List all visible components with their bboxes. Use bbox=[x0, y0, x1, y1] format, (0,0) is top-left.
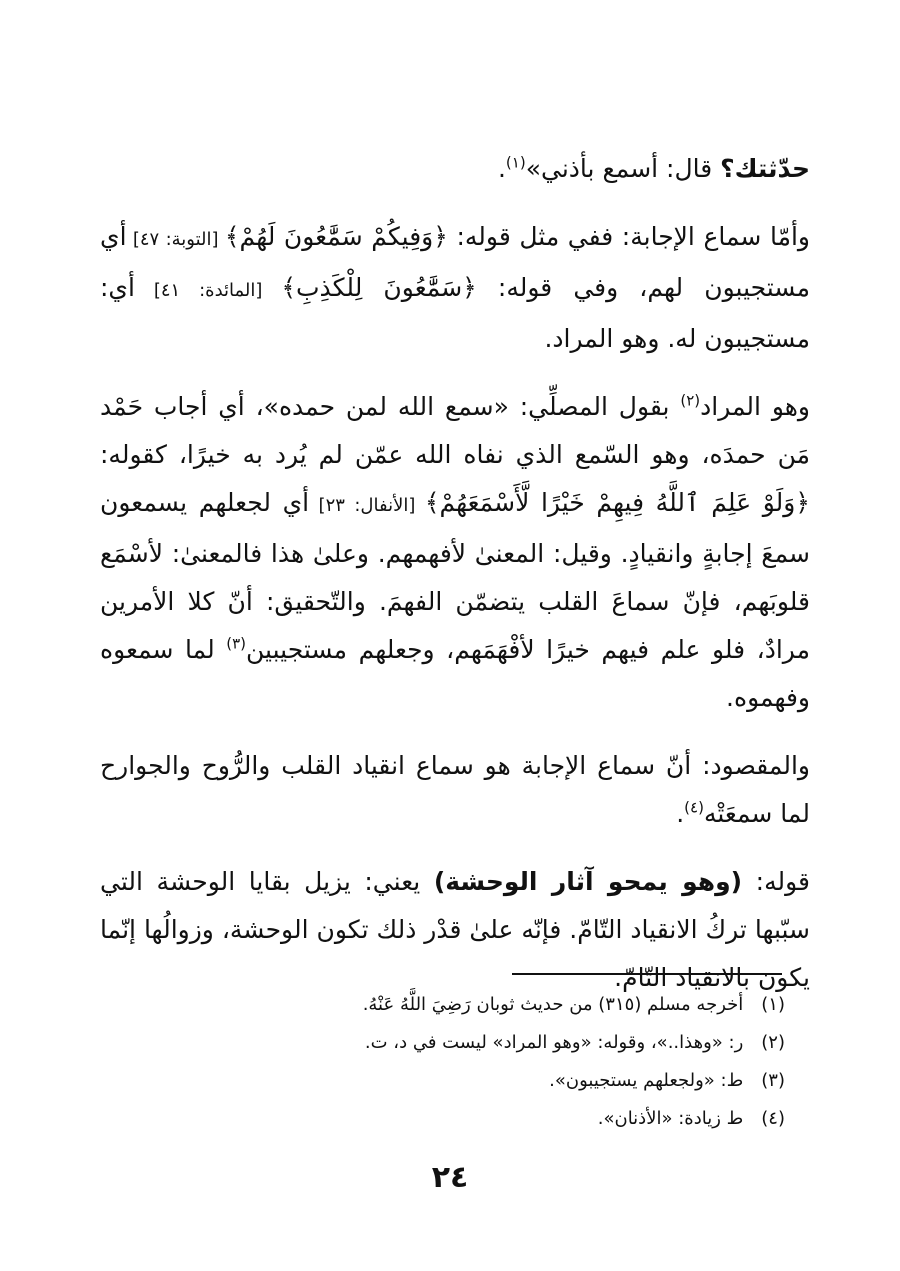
footnote-number: (٢) bbox=[761, 1032, 785, 1053]
text-run: وأمّا سماع الإجابة: ففي مثل قوله: bbox=[447, 222, 810, 251]
quran-verse: ﴿وَفِيكُمْ سَمَّٰعُونَ لَهُمْ﴾ bbox=[224, 222, 448, 251]
paragraph-5 bbox=[100, 858, 810, 1002]
bold-phrase: حدّثتك؟ bbox=[720, 154, 810, 183]
text-run: وهو المراد bbox=[700, 392, 810, 421]
paragraph-3 bbox=[100, 383, 810, 722]
footnote-text: ر: «وهذا..»، وقوله: «وهو المراد» ليست في د، ت. bbox=[364, 1032, 744, 1053]
quran-verse: ﴿سَمَّٰعُونَ لِلْكَذِبِ﴾ bbox=[281, 273, 477, 302]
text-run: بقول المصلِّي: «سمع الله لمن حمده»، أي أجاب حَمْد مَن حمدَه، وهو السّمع الذي نفاه الله عمّن لم يُرد به خيرًا، كقوله: bbox=[100, 392, 810, 469]
text-run: قوله: bbox=[742, 867, 810, 896]
footnote-1 bbox=[120, 986, 785, 1024]
footnote-4 bbox=[120, 1100, 785, 1138]
footnote-text: ط زيادة: «الأذنان». bbox=[597, 1108, 744, 1129]
text-run: أي مستجيبون لهم، وفي قوله: bbox=[100, 222, 810, 302]
footnote-text: أخرجه مسلم (٣١٥) من حديث ثوبان رَضِيَ اللَّهُ عَنْهُ. bbox=[362, 994, 744, 1015]
footnote-ref: (٣) bbox=[226, 634, 247, 653]
text-run: أي: مستجيبون له. وهو المراد. bbox=[100, 273, 810, 353]
verse-reference: [المائدة: ٤١] bbox=[134, 280, 282, 301]
text-run: أي لجعلهم يسمعون سمعَ إجابةٍ وانقيادٍ. وقيل: المعنىٰ لأفهمهم. وعلىٰ هذا فالمعنىٰ: لأسْمَع قلوبَهم، فإنّ سماعَ القلب يتضمّن الفهمَ. والتّحقيق: أنّ كلا الأمرين مرادٌ، فلو علم فيهم خيرًا لأفْهَمَهم، وجعلهم مستجيبين bbox=[100, 488, 810, 664]
footnote-ref: (١) bbox=[505, 153, 526, 172]
footnote-number: (١) bbox=[761, 994, 785, 1015]
paragraph-2 bbox=[100, 213, 810, 363]
text-run: قال: أسمع بأذني» bbox=[525, 154, 721, 183]
page-number: ٢٤ bbox=[431, 1160, 469, 1195]
bold-phrase: (وهو يمحو آثار الوحشة) bbox=[433, 867, 743, 896]
quran-verse: ﴿وَلَوْ عَلِمَ ٱللَّهُ فِيهِمْ خَيْرًا لَّأَسْمَعَهُمْ﴾ bbox=[424, 488, 811, 517]
text-run: والمقصود: أنّ سماع الإجابة هو سماع انقياد القلب والرُّوح والجوارح لما سمعَتْه bbox=[100, 751, 810, 828]
paragraph-4 bbox=[100, 742, 810, 838]
footnote-ref: (٤) bbox=[684, 798, 704, 817]
text-run: لما سمعوه وفهموه. bbox=[100, 635, 810, 712]
footnote-2 bbox=[120, 1024, 785, 1062]
verse-reference: [الأنفال: ٢٣] bbox=[309, 495, 425, 516]
verse-reference: [التوبة: ٤٧] bbox=[126, 229, 225, 250]
text-run: يعني: يزيل بقايا الوحشة التي سبّبها تركُ الانقياد التّامّ. فإنّه علىٰ قدْر ذلك تكون الوحشة، وزوالُها إنّما يكون بالانقياد التّامّ. bbox=[100, 867, 810, 992]
text-run: . bbox=[676, 799, 685, 828]
footnote-divider bbox=[512, 973, 782, 975]
footnote-number: (٤) bbox=[761, 1108, 785, 1129]
footnote-text: ط: «ولجعلهم يستجيبون». bbox=[549, 1070, 744, 1091]
main-text bbox=[100, 145, 810, 1022]
paragraph-1 bbox=[100, 145, 810, 193]
footnote-ref: (٢) bbox=[680, 391, 701, 410]
text-run: . bbox=[497, 154, 506, 183]
footnotes bbox=[120, 986, 785, 1138]
footnote-number: (٣) bbox=[761, 1070, 785, 1091]
footnote-3 bbox=[120, 1062, 785, 1100]
